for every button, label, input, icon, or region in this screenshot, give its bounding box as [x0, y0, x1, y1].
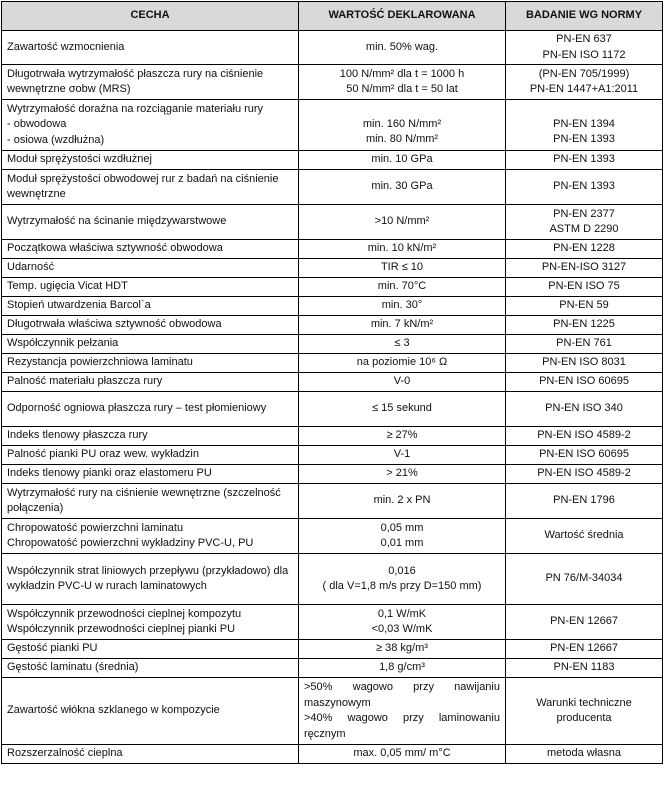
feature-cell: Zawartość włókna szklanego w kompozycie: [2, 678, 299, 745]
feature-cell: Palność materiału płaszcza rury: [2, 373, 299, 392]
table-row: [2, 554, 663, 605]
value-cell: 0,05 mm 0,01 mm: [299, 519, 506, 554]
feature-cell: Zawartość wzmocnienia: [2, 31, 299, 65]
value-cell: max. 0,05 mm/ m°C: [299, 745, 506, 764]
table-row: [2, 151, 663, 170]
feature-cell: Indeks tlenowy pianki oraz elastomeru PU: [2, 465, 299, 484]
feature-cell: Palność pianki PU oraz wew. wykładzin: [2, 446, 299, 465]
standard-cell: (PN-EN 705/1999) PN-EN 1447+A1:2011: [506, 65, 663, 100]
table-row: [2, 259, 663, 278]
feature-cell: Gęstość pianki PU: [2, 640, 299, 659]
feature-cell: Długotrwała wytrzymałość płaszcza rury na ciśnienie wewnętrzne σobw (MRS): [2, 65, 299, 100]
feature-cell: Temp. ugięcia Vicat HDT: [2, 278, 299, 297]
feature-cell: Chropowatość powierzchni laminatu Chropowatość powierzchni wykładziny PVC-U, PU: [2, 519, 299, 554]
standard-cell: PN-EN 1225: [506, 316, 663, 335]
table-row: [2, 354, 663, 373]
standard-cell: PN-EN-ISO 3127: [506, 259, 663, 278]
table-row: [2, 745, 663, 764]
standard-cell: PN-EN 1183: [506, 659, 663, 678]
value-cell: na poziomie 10⁶ Ω: [299, 354, 506, 373]
value-cell: V-1: [299, 446, 506, 465]
standard-cell: Wartość średnia: [506, 519, 663, 554]
standard-cell: PN-EN 1393: [506, 170, 663, 205]
table-row: [2, 170, 663, 205]
value-cell: min. 160 N/mm² min. 80 N/mm²: [299, 100, 506, 151]
feature-cell: Wytrzymałość doraźna na rozciąganie materiału rury - obwodowa - osiowa (wzdłużna): [2, 100, 299, 151]
standard-cell: Warunki techniczne producenta: [506, 678, 663, 745]
value-cell: min. 10 GPa: [299, 151, 506, 170]
value-cell: min. 10 kN/m²: [299, 240, 506, 259]
feature-cell: Rezystancja powierzchniowa laminatu: [2, 354, 299, 373]
standard-cell: PN-EN ISO 75: [506, 278, 663, 297]
standard-cell: PN-EN 637 PN-EN ISO 1172: [506, 31, 663, 65]
value-cell: min. 50% wag.: [299, 31, 506, 65]
value-cell: V-0: [299, 373, 506, 392]
table-row: [2, 205, 663, 240]
value-cell: min. 2 x PN: [299, 484, 506, 519]
table-row: [2, 100, 663, 151]
standard-cell: PN-EN ISO 60695: [506, 446, 663, 465]
feature-cell: Rozszerzalność cieplna: [2, 745, 299, 764]
header-standard: BADANIE WG NORMY: [506, 2, 663, 31]
standard-cell: PN-EN 1796: [506, 484, 663, 519]
feature-cell: Wytrzymałość na ścinanie międzywarstwowe: [2, 205, 299, 240]
standard-cell: PN-EN 761: [506, 335, 663, 354]
feature-cell: Udarność: [2, 259, 299, 278]
standard-cell: PN 76/M-34034: [506, 554, 663, 605]
standard-cell: PN-EN 2377 ASTM D 2290: [506, 205, 663, 240]
feature-cell: Współczynnik przewodności cieplnej kompozytu Współczynnik przewodności cieplnej pianki PU: [2, 605, 299, 640]
table-row: [2, 678, 663, 745]
standard-cell: PN-EN ISO 60695: [506, 373, 663, 392]
table-row: [2, 31, 663, 65]
table-row: [2, 316, 663, 335]
feature-cell: Odporność ogniowa płaszcza rury – test płomieniowy: [2, 392, 299, 427]
value-cell: 100 N/mm² dla t = 1000 h 50 N/mm² dla t = 50 lat: [299, 65, 506, 100]
value-cell: ≥ 27%: [299, 427, 506, 446]
feature-cell: Współczynnik pełzania: [2, 335, 299, 354]
standard-cell: PN-EN 59: [506, 297, 663, 316]
feature-cell: Długotrwała właściwa sztywność obwodowa: [2, 316, 299, 335]
table-row: [2, 484, 663, 519]
value-cell: min. 30°: [299, 297, 506, 316]
table-row: [2, 519, 663, 554]
table-row: [2, 640, 663, 659]
value-cell: min. 30 GPa: [299, 170, 506, 205]
value-cell: ≥ 38 kg/m³: [299, 640, 506, 659]
standard-cell: PN-EN 12667: [506, 640, 663, 659]
standard-cell: metoda własna: [506, 745, 663, 764]
value-cell: TIR ≤ 10: [299, 259, 506, 278]
feature-cell: Moduł sprężystości obwodowej rur z badań na ciśnienie wewnętrzne: [2, 170, 299, 205]
value-cell: > 21%: [299, 465, 506, 484]
table-row: [2, 392, 663, 427]
table-row: [2, 335, 663, 354]
standard-cell: PN-EN 1228: [506, 240, 663, 259]
value-cell: 0,016 ( dla V=1,8 m/s przy D=150 mm): [299, 554, 506, 605]
table-row: [2, 297, 663, 316]
table-row: [2, 240, 663, 259]
value-cell: min. 70°C: [299, 278, 506, 297]
feature-cell: Indeks tlenowy płaszcza rury: [2, 427, 299, 446]
feature-cell: Stopień utwardzenia Barcol`a: [2, 297, 299, 316]
value-cell: ≤ 3: [299, 335, 506, 354]
value-cell: 0,1 W/mK <0,03 W/mK: [299, 605, 506, 640]
feature-cell: Początkowa właściwa sztywność obwodowa: [2, 240, 299, 259]
table-row: [2, 278, 663, 297]
feature-cell: Współczynnik strat liniowych przepływu (przykładowo) dla wykładzin PVC-U w rurach laminatowych: [2, 554, 299, 605]
feature-cell: Wytrzymałość rury na ciśnienie wewnętrzne (szczelność połączenia): [2, 484, 299, 519]
header-feature: CECHA: [2, 2, 299, 31]
table-row: [2, 427, 663, 446]
table-row: [2, 373, 663, 392]
standard-cell: PN-EN ISO 4589-2: [506, 465, 663, 484]
value-cell: >50% wagowo przy nawijaniu maszynowym >40% wagowo przy laminowaniu ręcznym: [299, 678, 506, 745]
value-cell: 1,8 g/cm³: [299, 659, 506, 678]
table-row: [2, 605, 663, 640]
header-row: [2, 2, 663, 31]
table-row: [2, 465, 663, 484]
header-value: WARTOŚĆ DEKLAROWANA: [299, 2, 506, 31]
feature-cell: Moduł sprężystości wzdłużnej: [2, 151, 299, 170]
standard-cell: PN-EN 1394 PN-EN 1393: [506, 100, 663, 151]
standard-cell: PN-EN ISO 4589-2: [506, 427, 663, 446]
standard-cell: PN-EN ISO 8031: [506, 354, 663, 373]
value-cell: ≤ 15 sekund: [299, 392, 506, 427]
table-row: [2, 659, 663, 678]
table-row: [2, 446, 663, 465]
standard-cell: PN-EN ISO 340: [506, 392, 663, 427]
feature-cell: Gęstość laminatu (średnia): [2, 659, 299, 678]
value-cell: >10 N/mm²: [299, 205, 506, 240]
standard-cell: PN-EN 12667: [506, 605, 663, 640]
specification-table: [1, 1, 663, 764]
table-row: [2, 65, 663, 100]
standard-cell: PN-EN 1393: [506, 151, 663, 170]
value-cell: min. 7 kN/m²: [299, 316, 506, 335]
